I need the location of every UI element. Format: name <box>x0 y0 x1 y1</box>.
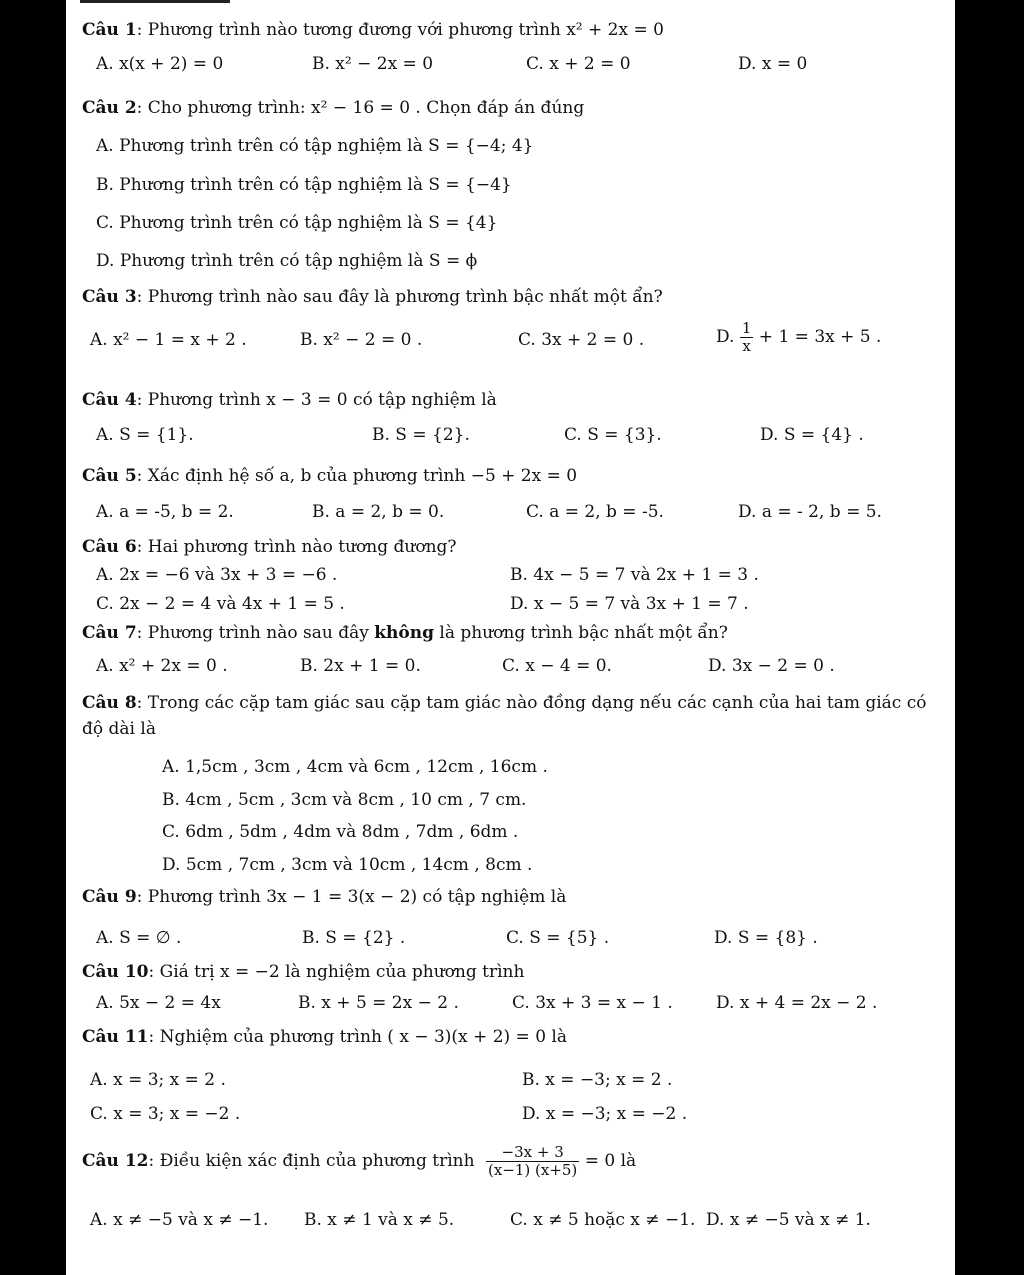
q10-option-c: C. 3x + 3 = x − 1 . <box>512 993 673 1013</box>
q5-option-d: D. a = - 2, b = 5. <box>738 502 882 522</box>
q12-fraction: $\frac{-3x + 3}{(x-1) (x+5)}$ <box>487 1143 578 1179</box>
q3-option-b: B. x² − 2 = 0 . <box>300 330 423 350</box>
top-edge-mark <box>80 0 230 3</box>
q7-option-c: C. x − 4 = 0. <box>502 656 612 676</box>
question-11: Câu 11: Nghiệm của phương trình ( x − 3)(x + 2) = 0 là <box>82 1027 567 1047</box>
q5-option-a: A. a = -5, b = 2. <box>96 502 234 522</box>
q12-option-c: C. x ≠ 5 hoặc x ≠ −1. <box>510 1210 696 1230</box>
q6-option-a: A. 2x = −6 và 3x + 3 = −6 . <box>96 565 338 585</box>
question-5: Câu 5: Xác định hệ số a, b của phương trình −5 + 2x = 0 <box>82 466 578 486</box>
q8-option-d: D. 5cm , 7cm , 3cm và 10cm , 14cm , 8cm . <box>162 855 533 875</box>
q7-option-a: A. x² + 2x = 0 . <box>96 656 228 676</box>
q2-option-c: C. Phương trình trên có tập nghiệm là S = {4} <box>96 213 498 233</box>
q3-option-d: D. $\frac{1}{x}$ + 1 = 3x + 5 . <box>716 319 882 355</box>
q8-option-a: A. 1,5cm , 3cm , 4cm và 6cm , 12cm , 16cm . <box>162 757 548 777</box>
q9-option-c: C. S = {5} . <box>506 928 610 948</box>
question-8-cont: độ dài là <box>82 719 156 739</box>
document-page <box>66 0 955 1275</box>
q5-option-b: B. a = 2, b = 0. <box>312 502 445 522</box>
q7-option-b: B. 2x + 1 = 0. <box>300 656 421 676</box>
question-4: Câu 4: Phương trình x − 3 = 0 có tập nghiệm là <box>82 390 497 410</box>
q3-option-a: A. x² − 1 = x + 2 . <box>90 330 247 350</box>
q12-option-b: B. x ≠ 1 và x ≠ 5. <box>304 1210 455 1230</box>
q8-option-c: C. 6dm , 5dm , 4dm và 8dm , 7dm , 6dm . <box>162 822 519 842</box>
q6-option-c: C. 2x − 2 = 4 và 4x + 1 = 5 . <box>96 594 345 614</box>
q6-option-d: D. x − 5 = 7 và 3x + 1 = 7 . <box>510 594 749 614</box>
q2-option-d: D. Phương trình trên có tập nghiệm là S = ϕ <box>96 251 478 271</box>
question-6: Câu 6: Hai phương trình nào tương đương? <box>82 537 457 557</box>
q11-option-b: B. x = −3; x = 2 . <box>522 1070 673 1090</box>
q12-option-a: A. x ≠ −5 và x ≠ −1. <box>90 1210 269 1230</box>
question-7: Câu 7: Phương trình nào sau đây không là phương trình bậc nhất một ẩn? <box>82 623 728 643</box>
q12-option-d: D. x ≠ −5 và x ≠ 1. <box>706 1210 871 1230</box>
q4-option-a: A. S = {1}. <box>96 425 194 445</box>
q2-option-a: A. Phương trình trên có tập nghiệm là S = {−4; 4} <box>96 136 534 156</box>
q1-option-c: C. x + 2 = 0 <box>526 54 631 74</box>
question-9: Câu 9: Phương trình 3x − 1 = 3(x − 2) có tập nghiệm là <box>82 887 567 907</box>
q11-option-c: C. x = 3; x = −2 . <box>90 1104 241 1124</box>
q9-option-b: B. S = {2} . <box>302 928 406 948</box>
q4-option-c: C. S = {3}. <box>564 425 662 445</box>
q11-option-d: D. x = −3; x = −2 . <box>522 1104 688 1124</box>
question-8: Câu 8: Trong các cặp tam giác sau cặp tam giác nào đồng dạng nếu các cạnh của hai tam giác có <box>82 693 927 713</box>
question-12: Câu 12: Điều kiện xác định của phương trình $\frac{-3x + 3}{(x-1) (x+5)}$ = 0 là <box>82 1143 637 1179</box>
q5-option-c: C. a = 2, b = -5. <box>526 502 664 522</box>
q1-option-b: B. x² − 2x = 0 <box>312 54 434 74</box>
q10-option-a: A. 5x − 2 = 4x <box>96 993 221 1013</box>
q10-option-b: B. x + 5 = 2x − 2 . <box>298 993 459 1013</box>
q9-option-d: D. S = {8} . <box>714 928 818 948</box>
question-10: Câu 10: Giá trị x = −2 là nghiệm của phương trình <box>82 962 525 982</box>
q3-option-c: C. 3x + 2 = 0 . <box>518 330 645 350</box>
q4-option-d: D. S = {4} . <box>760 425 864 445</box>
q1-option-a: A. x(x + 2) = 0 <box>96 54 224 74</box>
q6-option-b: B. 4x − 5 = 7 và 2x + 1 = 3 . <box>510 565 759 585</box>
question-3: Câu 3: Phương trình nào sau đây là phương trình bậc nhất một ẩn? <box>82 287 663 307</box>
question-1: Câu 1: Phương trình nào tương đương với phương trình x² + 2x = 0 <box>82 20 664 40</box>
q1-option-d: D. x = 0 <box>738 54 808 74</box>
q11-option-a: A. x = 3; x = 2 . <box>90 1070 226 1090</box>
q3-fraction: $\frac{1}{x}$ <box>741 319 752 355</box>
q4-option-b: B. S = {2}. <box>372 425 470 445</box>
q7-option-d: D. 3x − 2 = 0 . <box>708 656 835 676</box>
q10-option-d: D. x + 4 = 2x − 2 . <box>716 993 878 1013</box>
question-2: Câu 2: Cho phương trình: x² − 16 = 0 . Chọn đáp án đúng <box>82 98 585 118</box>
q9-option-a: A. S = ∅ . <box>96 928 182 948</box>
q8-option-b: B. 4cm , 5cm , 3cm và 8cm , 10 cm , 7 cm. <box>162 790 527 810</box>
q2-option-b: B. Phương trình trên có tập nghiệm là S = {−4} <box>96 175 512 195</box>
